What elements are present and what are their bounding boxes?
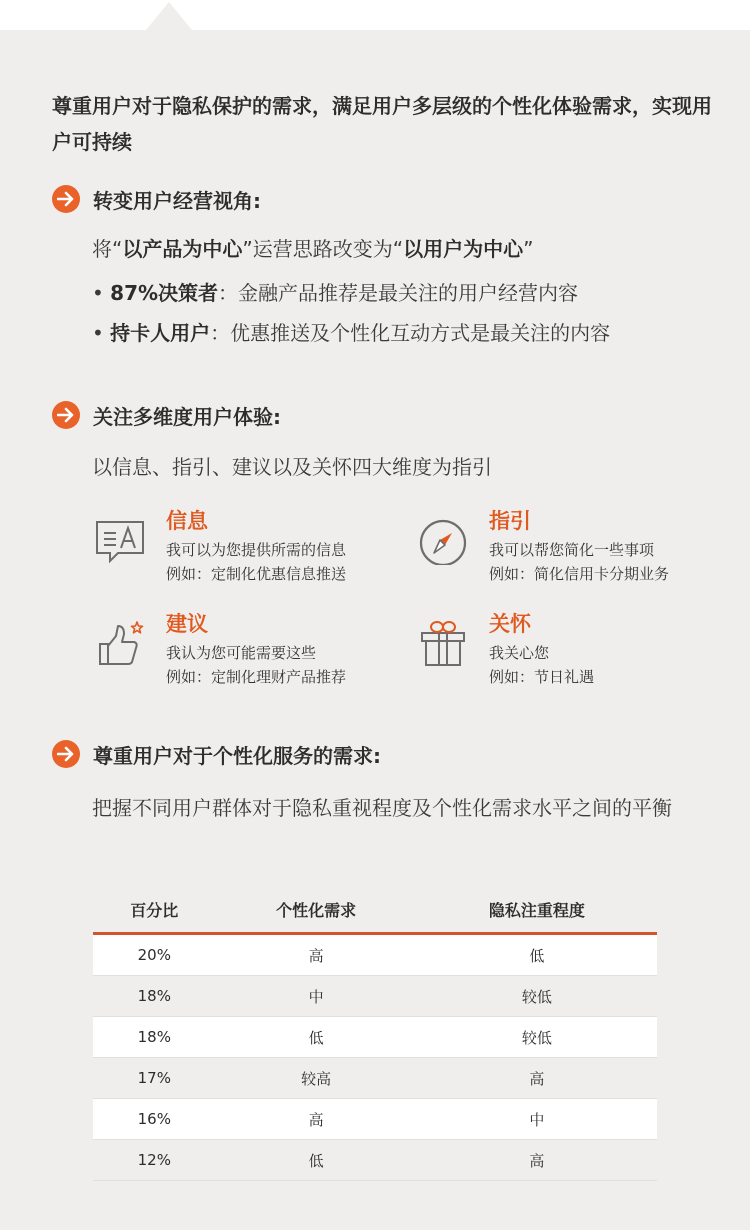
section-header-personalization <box>52 739 381 769</box>
feature-desc: 我认为您可能需要这些 <box>166 644 317 662</box>
table-cell: 低 <box>216 1140 417 1181</box>
column-header: 隐私注重程度 <box>417 886 657 934</box>
feature-desc: 我关心您 <box>489 644 550 662</box>
bullet-item: • 87%决策者：金融产品推荐是最关注的用户经营内容 <box>92 281 579 305</box>
experience-description: 以信息、指引、建议以及关怀四大维度为指引 <box>92 455 492 479</box>
table-cell: 高 <box>417 1058 657 1099</box>
table-cell: 高 <box>417 1140 657 1181</box>
table-row <box>93 934 657 976</box>
table-cell: 高 <box>216 1099 417 1140</box>
message-icon <box>94 513 150 569</box>
table-row <box>93 1099 657 1140</box>
table-header-row <box>93 886 657 934</box>
table-cell: 12% <box>93 1140 216 1181</box>
section-title: 尊重用户对于个性化服务的需求: <box>93 743 381 768</box>
section-header-experience <box>52 400 281 430</box>
segment-table <box>93 886 657 1181</box>
section-title: 转变用户经营视角: <box>93 188 261 213</box>
column-header: 百分比 <box>93 886 216 934</box>
arrow-right-icon <box>52 185 80 213</box>
bullet-item: • 持卡人用户：优惠推送及个性化互动方式是最关注的内容 <box>92 321 611 345</box>
arrow-right-icon <box>52 740 80 768</box>
section-title: 关注多维度用户体验: <box>93 404 281 429</box>
feature-example: 例如：定制化理财产品推荐 <box>166 668 347 686</box>
table-cell: 低 <box>216 1017 417 1058</box>
feature-example: 例如：定制化优惠信息推送 <box>166 565 347 583</box>
feature-info <box>94 505 394 595</box>
feature-guide <box>417 505 717 595</box>
table-row <box>93 1017 657 1058</box>
thumbs-up-icon <box>94 616 150 672</box>
table-row <box>93 976 657 1017</box>
perspective-statement: 将“以产品为中心”运营思路改变为“以用户为中心” <box>92 237 534 261</box>
section-header-perspective <box>52 184 261 214</box>
table-row <box>93 1058 657 1099</box>
personalization-description: 把握不同用户群体对于隐私重视程度及个性化需求水平之间的平衡 <box>92 796 672 820</box>
feature-desc: 我可以为您提供所需的信息 <box>166 541 347 559</box>
feature-title: 建议 <box>166 612 208 636</box>
arrow-right-icon <box>52 401 80 429</box>
table-cell: 较低 <box>417 976 657 1017</box>
table-cell: 低 <box>417 934 657 976</box>
table-cell: 高 <box>216 934 417 976</box>
feature-desc: 我可以帮您简化一些事项 <box>489 541 655 559</box>
table-row <box>93 1140 657 1181</box>
table-cell: 16% <box>93 1099 216 1140</box>
table-cell: 18% <box>93 976 216 1017</box>
feature-title: 关怀 <box>489 612 531 636</box>
feature-title: 指引 <box>489 509 531 533</box>
compass-icon <box>417 513 473 569</box>
feature-example: 例如：简化信用卡分期业务 <box>489 565 670 583</box>
table-cell: 20% <box>93 934 216 976</box>
panel-notch <box>146 2 192 30</box>
table-cell: 18% <box>93 1017 216 1058</box>
intro-text: 尊重用户对于隐私保护的需求，满足用户多层级的个性化体验需求，实现用户可持续 <box>52 94 712 154</box>
gift-icon <box>417 616 473 672</box>
feature-care <box>417 608 717 698</box>
table-cell: 较高 <box>216 1058 417 1099</box>
feature-advice <box>94 608 394 698</box>
table-cell: 较低 <box>417 1017 657 1058</box>
column-header: 个性化需求 <box>216 886 417 934</box>
table-cell: 中 <box>417 1099 657 1140</box>
feature-example: 例如：节日礼遇 <box>489 668 595 686</box>
feature-title: 信息 <box>166 509 208 533</box>
table-cell: 中 <box>216 976 417 1017</box>
table-cell: 17% <box>93 1058 216 1099</box>
